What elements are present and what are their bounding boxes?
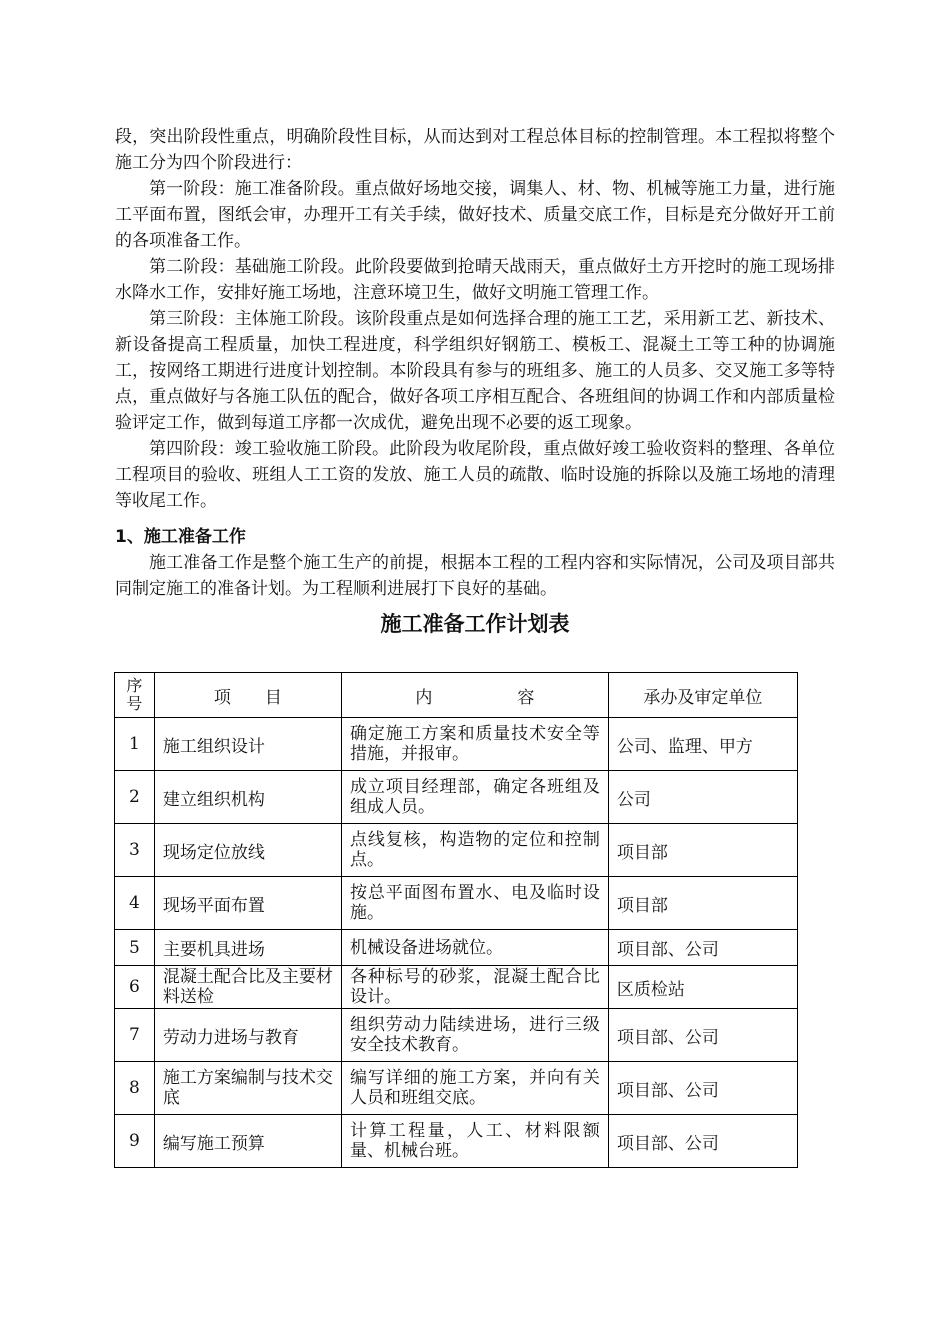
table-row	[115, 1115, 798, 1168]
table-title: 施工准备工作计划表	[380, 612, 570, 636]
cell-content: 确定施工方案和质量技术安全等措施，并报审。	[341, 718, 608, 771]
cell-item: 主要机具进场	[154, 930, 341, 966]
body-text	[115, 124, 835, 514]
cell-content: 按总平面图布置水、电及临时设施。	[341, 877, 608, 930]
section-heading: 1、施工准备工作	[115, 527, 246, 547]
cell-unit: 项目部	[608, 877, 797, 930]
cell-num: 5	[115, 930, 155, 966]
cell-content: 点线复核，构造物的定位和控制点。	[341, 824, 608, 877]
section-body	[115, 550, 835, 602]
cell-num: 1	[115, 718, 155, 771]
cell-content: 编写详细的施工方案，并向有关人员和班组交底。	[341, 1062, 608, 1115]
cell-content: 计算工程量，人工、材料限额量、机械台班。	[341, 1115, 608, 1168]
cell-unit: 项目部、公司	[608, 930, 797, 966]
cell-item: 现场定位放线	[154, 824, 341, 877]
cell-item: 混凝土配合比及主要材料送检	[154, 966, 341, 1009]
cell-content: 各种标号的砂浆，混凝土配合比设计。	[341, 966, 608, 1009]
paragraph: 第三阶段：主体施工阶段。该阶段重点是如何选择合理的施工工艺，采用新工艺、新技术、新设备提高工程质量，加快工程进度，科学组织好钢筋工、模板工、混凝土工等工种的协调施工，按网络工期进行进度计划控制。本阶段具有参与的班组多、施工的人员多、交叉施工多等特点，重点做好与各施工队伍的配合，做好各项工序相互配合、各班组间的协调工作和内部质量检验评定工作，做到每道工序都一次成优，避免出现不必要的返工现象。	[115, 309, 835, 433]
cell-item: 施工组织设计	[154, 718, 341, 771]
table-row	[115, 966, 798, 1009]
cell-item: 建立组织机构	[154, 771, 341, 824]
cell-num: 9	[115, 1115, 155, 1168]
header-item: 项 目	[154, 673, 341, 718]
cell-num: 7	[115, 1009, 155, 1062]
cell-unit: 项目部	[608, 824, 797, 877]
cell-item: 施工方案编制与技术交底	[154, 1062, 341, 1115]
header-unit: 承办及审定单位	[608, 673, 797, 718]
plan-table	[114, 672, 798, 1168]
paragraph: 第一阶段：施工准备阶段。重点做好场地交接，调集人、材、物、机械等施工力量，进行施工平面布置，图纸会审，办理开工有关手续，做好技术、质量交底工作，目标是充分做好开工前的各项准备工作。	[115, 179, 835, 251]
table-header-row	[115, 673, 798, 718]
table-row	[115, 877, 798, 930]
cell-content: 机械设备进场就位。	[341, 930, 608, 966]
cell-content: 组织劳动力陆续进场，进行三级安全技术教育。	[341, 1009, 608, 1062]
cell-num: 3	[115, 824, 155, 877]
paragraph: 第二阶段：基础施工阶段。此阶段要做到抢晴天战雨天，重点做好土方开挖时的施工现场排水降水工作，安排好施工场地，注意环境卫生，做好文明施工管理工作。	[115, 257, 835, 303]
cell-num: 6	[115, 966, 155, 1009]
cell-num: 8	[115, 1062, 155, 1115]
cell-unit: 项目部、公司	[608, 1062, 797, 1115]
cell-num: 2	[115, 771, 155, 824]
cell-unit: 项目部、公司	[608, 1009, 797, 1062]
table-row	[115, 930, 798, 966]
cell-content: 成立项目经理部，确定各班组及组成人员。	[341, 771, 608, 824]
cell-item: 现场平面布置	[154, 877, 341, 930]
cell-unit: 公司、监理、甲方	[608, 718, 797, 771]
header-num: 序号	[115, 673, 155, 718]
paragraph: 第四阶段：竣工验收施工阶段。此阶段为收尾阶段，重点做好竣工验收资料的整理、各单位工程项目的验收、班组人工工资的发放、施工人员的疏散、临时设施的拆除以及施工场地的清理等收尾工作。	[115, 439, 835, 511]
paragraph: 施工准备工作是整个施工生产的前提，根据本工程的工程内容和实际情况，公司及项目部共同制定施工的准备计划。为工程顺利进展打下良好的基础。	[115, 553, 835, 599]
cell-item: 编写施工预算	[154, 1115, 341, 1168]
cell-unit: 项目部、公司	[608, 1115, 797, 1168]
cell-item: 劳动力进场与教育	[154, 1009, 341, 1062]
header-content: 内 容	[341, 673, 608, 718]
table-row	[115, 771, 798, 824]
cell-unit: 区质检站	[608, 966, 797, 1009]
table-row	[115, 1062, 798, 1115]
cell-unit: 公司	[608, 771, 797, 824]
paragraph: 段，突出阶段性重点，明确阶段性目标，从而达到对工程总体目标的控制管理。本工程拟将整个施工分为四个阶段进行：	[115, 127, 835, 173]
table-row	[115, 824, 798, 877]
table-row	[115, 718, 798, 771]
cell-num: 4	[115, 877, 155, 930]
table-row	[115, 1009, 798, 1062]
